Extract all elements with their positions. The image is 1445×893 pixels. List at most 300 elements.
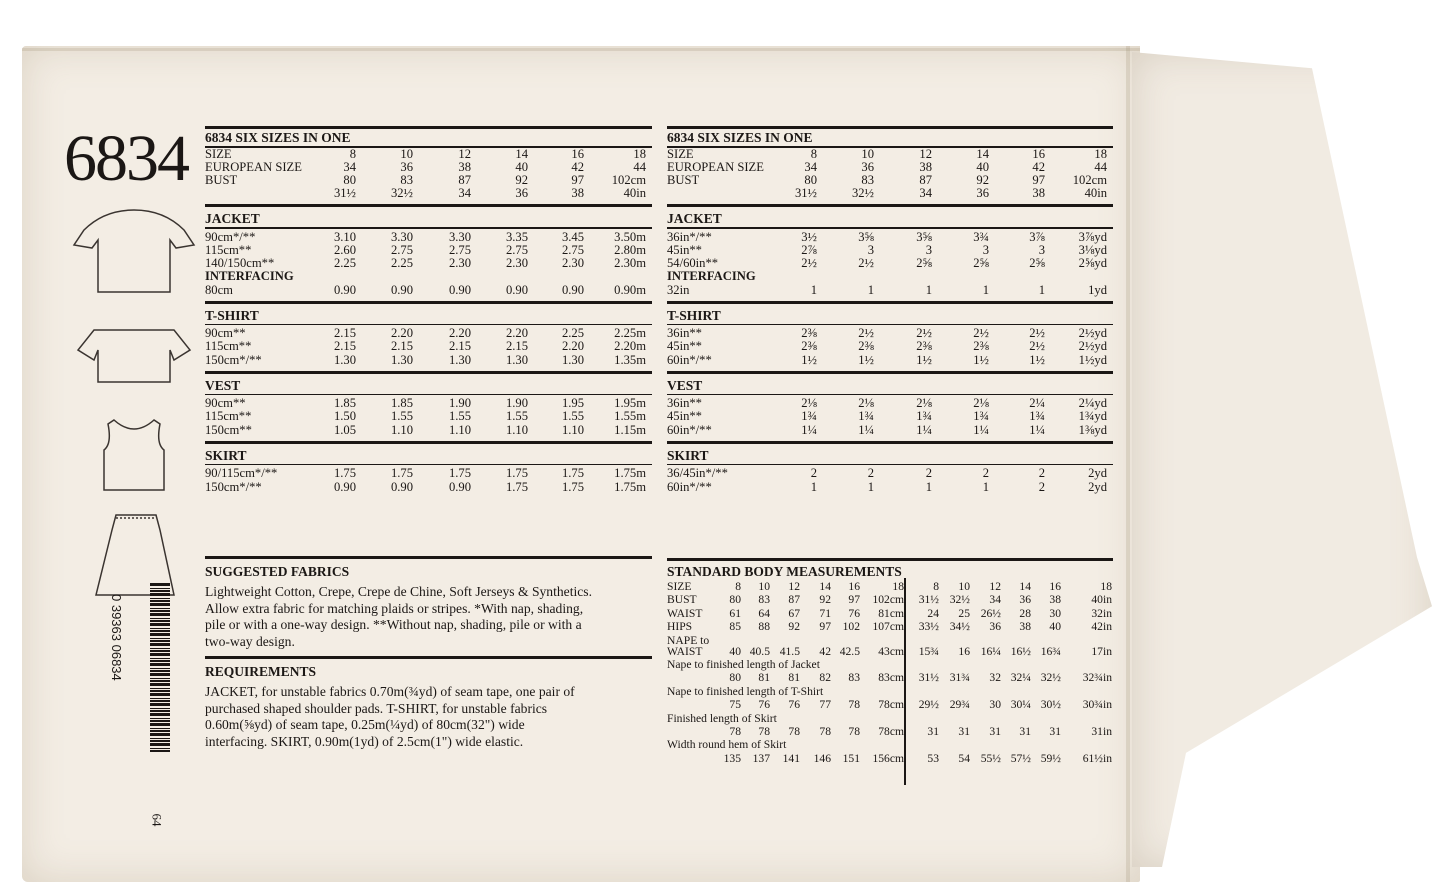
row-value: 2yd (1088, 479, 1107, 494)
bm-cm-value: 78 (848, 698, 860, 712)
row-label: INTERFACING (205, 269, 294, 284)
row-value: 1yd (1088, 282, 1107, 297)
table-row (667, 467, 1113, 480)
requirements-line: JACKET, for unstable fabrics 0.70m(¾yd) of seam tape, one pair of (205, 684, 575, 699)
row-value: 1.75 (333, 466, 356, 481)
section-rule (205, 371, 652, 374)
bm-label: Nape to finished length of T-Shirt (667, 684, 824, 698)
bm-cm-value: 97 (848, 593, 860, 607)
bm-cm-value: 76 (788, 698, 800, 712)
section-rule-thin (205, 324, 652, 326)
imperial-yardage-table (667, 126, 1113, 494)
bm-in-value: 31 (989, 725, 1001, 738)
row-value: 80 (343, 172, 356, 187)
bm-in-value: 31½ (918, 593, 939, 607)
bm-in-value: 61½in (1082, 751, 1112, 765)
row-value: 1.50 (333, 409, 356, 424)
row-value: 102cm (1072, 172, 1107, 187)
row-value: 1¾ (858, 409, 874, 424)
row-value: 2.15 (333, 326, 356, 341)
row-value: 3.10 (333, 229, 356, 244)
row-value: 2½ (801, 256, 817, 271)
row-value: 1.10 (505, 422, 528, 437)
bm-cm-value: 107cm (872, 620, 904, 634)
bm-in-value: 16¼ (980, 644, 1001, 658)
table-row (205, 270, 652, 283)
row-value: 38 (1032, 186, 1045, 201)
row-value: 1 (810, 282, 817, 297)
row-value: 1⅜yd (1078, 422, 1107, 437)
row-value: 14 (515, 146, 528, 161)
row-value: 31½ (794, 186, 817, 201)
bm-in-value: 53 (927, 751, 939, 765)
bm-cm-value: 78cm (878, 698, 904, 712)
row-value: 34 (343, 159, 356, 174)
bm-cm-value: 81 (758, 671, 770, 685)
bm-cm-value: 135 (723, 751, 741, 765)
row-value: 1.95 (561, 396, 584, 411)
row-label: 150cm** (205, 422, 252, 437)
row-value: 1.30 (390, 352, 413, 367)
row-value: 1.55 (448, 409, 471, 424)
row-value: 3.30 (390, 229, 413, 244)
row-label: 54/60in** (667, 256, 719, 271)
row-value: 3.30 (448, 229, 471, 244)
bm-cm-value: 146 (813, 751, 831, 765)
fabrics-section (205, 556, 652, 750)
table-row (205, 410, 652, 423)
row-value: 0.90 (390, 282, 413, 297)
row-value: 2.15 (505, 339, 528, 354)
row-value: 40 (515, 159, 528, 174)
row-value: 38 (458, 159, 471, 174)
bm-cm-value: 88 (758, 620, 770, 634)
table-row (667, 174, 1113, 187)
bm-in-value: 38 (1019, 620, 1031, 634)
row-value: 1¼ (973, 422, 989, 437)
row-value: 0.90 (505, 282, 528, 297)
bm-in-value: 30¼ (1010, 698, 1031, 712)
table-row (205, 467, 652, 480)
row-value: 1.75 (505, 479, 528, 494)
row-value: 0.90 (448, 282, 471, 297)
row-label: 140/150cm** (205, 256, 275, 271)
bm-label: WAIST (667, 644, 703, 658)
section-rule-thin (667, 227, 1113, 229)
fabrics-line: Allow extra fabric for matching plaids or stripes. *With nap, shading, (205, 600, 584, 616)
bm-in-value: 34 (989, 593, 1001, 607)
row-value: 1.75 (448, 466, 471, 481)
row-value: 1¼ (916, 422, 932, 437)
row-label: BUST (667, 172, 700, 187)
bm-in-value: 55½ (980, 751, 1001, 765)
row-value: 1.85 (390, 396, 413, 411)
bm-in-value: 15¾ (918, 644, 939, 658)
bm-cm-value: 78 (848, 725, 860, 738)
row-value: 1½ (858, 352, 874, 367)
row-value: 8 (810, 146, 817, 161)
requirements-line: purchased shaped shoulder pads. T-SHIRT, for unstable fabrics (205, 700, 548, 716)
row-value: 14 (976, 146, 989, 161)
row-value: 83 (861, 172, 874, 187)
bm-in-value: 12 (989, 580, 1001, 593)
bm-in-value: 25 (958, 606, 970, 620)
row-value: 2 (982, 466, 989, 481)
table-row (205, 424, 652, 437)
row-value: 31½ (333, 186, 356, 201)
row-value: 80 (804, 172, 817, 187)
row-value: 16 (571, 146, 584, 161)
row-value: 2½ (1029, 339, 1045, 354)
bm-in-value: 30 (1049, 606, 1061, 620)
row-label: 32in (667, 282, 690, 297)
row-label: INTERFACING (667, 269, 756, 284)
bm-cm-value: 42.5 (839, 644, 860, 658)
garment-line-drawings (64, 200, 204, 620)
bm-cm-value: 102 (842, 620, 860, 634)
row-label: 115cm** (205, 339, 252, 354)
row-value: 10 (400, 146, 413, 161)
row-value: 1½ (916, 352, 932, 367)
row-value: 2 (1038, 466, 1045, 481)
row-label: 90cm** (205, 326, 246, 341)
bm-cm-value: 81 (788, 671, 800, 685)
section-rule-thin (667, 464, 1113, 466)
bm-cm-value: 16 (848, 580, 860, 593)
row-value: 38 (571, 186, 584, 201)
row-value: 3 (925, 242, 932, 257)
row-value: 2.20 (505, 326, 528, 341)
row-value: 34 (919, 186, 932, 201)
bm-in-value: 30¾in (1082, 698, 1112, 712)
row-value: 12 (458, 146, 471, 161)
section-rule-thin (205, 464, 652, 466)
row-value: 2.30 (505, 256, 528, 271)
row-label: 36/45in*/** (667, 466, 728, 481)
row-value: 1 (810, 479, 817, 494)
bm-in-value: 30 (989, 698, 1001, 712)
bm-in-value: 31 (1019, 725, 1031, 738)
row-value: 1.30 (448, 352, 471, 367)
row-value: 3⅞ (1029, 229, 1045, 244)
bm-label: Finished length of Skirt (667, 711, 777, 725)
row-value: 40in (623, 186, 646, 201)
bm-cm-value: 75 (729, 698, 741, 712)
bm-in-value: 14 (1019, 580, 1031, 593)
row-value: 1¾ (973, 409, 989, 424)
row-value: 1 (925, 282, 932, 297)
row-value: 2½yd (1078, 326, 1107, 341)
row-value: 2 (1038, 479, 1045, 494)
bm-in-value: 29¾ (949, 698, 970, 712)
row-value: 0.90 (390, 479, 413, 494)
table-row (667, 354, 1113, 367)
bm-label: Nape to finished length of Jacket (667, 658, 820, 671)
row-value: 2⅛ (801, 396, 817, 411)
top-crease (22, 48, 1140, 51)
bm-label: Width round hem of Skirt (667, 738, 787, 752)
row-value: 2⅜ (858, 339, 874, 354)
bm-cm-value: 78 (729, 725, 741, 738)
bm-cm-value: 85 (729, 620, 741, 634)
row-label: 45in** (667, 409, 702, 424)
row-value: 44 (633, 159, 646, 174)
row-value: 2.80m (614, 242, 646, 257)
row-value: 2.30m (614, 256, 646, 271)
row-value: 1.55 (390, 409, 413, 424)
bm-label: WAIST (667, 606, 703, 620)
row-value: 36 (515, 186, 528, 201)
bm-cm-value: 80 (729, 671, 741, 685)
section-title: VEST (205, 377, 241, 393)
table-row (205, 174, 652, 187)
row-value: 42 (1032, 159, 1045, 174)
row-value: 1.75 (505, 466, 528, 481)
row-value: 2⅜ (801, 326, 817, 341)
bm-cm-value: 92 (819, 593, 831, 607)
row-value: 36 (861, 159, 874, 174)
bm-in-value: 10 (958, 580, 970, 593)
table-row (667, 231, 1113, 244)
section-rule (667, 371, 1113, 374)
table-row (205, 481, 652, 494)
bm-in-value: 18 (1100, 580, 1112, 593)
bm-in-value: 32½ (949, 593, 970, 607)
bm-in-value: 8 (933, 580, 939, 593)
row-value: 16 (1032, 146, 1045, 161)
table-row (205, 340, 652, 353)
row-value: 42 (571, 159, 584, 174)
row-value: 3 (982, 242, 989, 257)
bm-cm-value: 141 (782, 751, 800, 765)
bm-cm-value: 40 (729, 644, 741, 658)
row-value: 1.75 (390, 466, 413, 481)
bm-cm-value: 82 (819, 671, 831, 685)
corner-code: 64 (149, 813, 165, 827)
bm-cm-value: 92 (788, 620, 800, 634)
bm-cm-value: 40.5 (749, 644, 770, 658)
row-value: 2.20 (448, 326, 471, 341)
row-value: 2½ (858, 326, 874, 341)
bm-cm-value: 42 (819, 644, 831, 658)
row-value: 2.75 (448, 242, 471, 257)
row-value: 1 (1038, 282, 1045, 297)
table-row (205, 187, 652, 200)
bm-cm-value: 8 (735, 580, 741, 593)
row-label: EUROPEAN SIZE (667, 159, 764, 174)
bm-cm-value: 12 (788, 580, 800, 593)
row-value: 1.30 (561, 352, 584, 367)
table-row (667, 481, 1113, 494)
row-value: 1.05 (333, 422, 356, 437)
row-value: 1¾ (801, 409, 817, 424)
bm-cm-value: 67 (788, 606, 800, 620)
row-label: 115cm** (205, 242, 252, 257)
row-value: 2½ (973, 326, 989, 341)
bm-in-value: 31 (1049, 725, 1061, 738)
row-value: 18 (1094, 146, 1107, 161)
row-value: 32½ (851, 186, 874, 201)
row-value: 3½ (801, 229, 817, 244)
section-rule-thin (205, 227, 652, 229)
row-value: 2yd (1088, 466, 1107, 481)
section-rule (205, 204, 652, 207)
bm-cm-value: 78cm (878, 725, 904, 738)
bm-in-value: 54 (958, 751, 970, 765)
row-value: 1¼ (801, 422, 817, 437)
row-label: 60in*/** (667, 352, 712, 367)
row-value: 3¾ (973, 229, 989, 244)
table-row (205, 231, 652, 244)
bm-cm-value: 97 (819, 620, 831, 634)
section-rule (205, 441, 652, 444)
row-value: 2.60 (333, 242, 356, 257)
row-value: 1.75 (561, 466, 584, 481)
row-label: 45in** (667, 339, 702, 354)
bm-cm-value: 61 (729, 606, 741, 620)
row-value: 40in (1084, 186, 1107, 201)
fabrics-line: two-way design. (205, 633, 295, 649)
row-value: 1.10 (561, 422, 584, 437)
bm-cm-value: 77 (819, 698, 831, 712)
row-label: 36in** (667, 326, 702, 341)
row-value: 92 (515, 172, 528, 187)
bm-in-value: 32in (1091, 606, 1112, 620)
bm-cm-value: 83 (848, 671, 860, 685)
row-value: 2.25m (614, 326, 646, 341)
pattern-number: 6834 (64, 122, 188, 195)
row-value: 2 (925, 466, 932, 481)
bm-cm-value: 83cm (878, 671, 904, 685)
bm-cm-value: 151 (842, 751, 860, 765)
row-label: 150cm*/** (205, 352, 262, 367)
row-value: 2⅜ (916, 339, 932, 354)
bm-cm-value: 71 (819, 606, 831, 620)
section-rule (667, 301, 1113, 304)
table-row (205, 284, 652, 297)
table-row (667, 340, 1113, 353)
row-value: 2⅝ (973, 256, 989, 271)
row-value: 2⅛ (858, 396, 874, 411)
row-value: 3 (1038, 242, 1045, 257)
row-value: 1.85 (333, 396, 356, 411)
bm-label: NAPE to (667, 633, 710, 647)
bm-cm-value: 78 (819, 725, 831, 738)
row-value: 8 (349, 146, 356, 161)
row-value: 2¼ (1029, 396, 1045, 411)
row-value: 2.20 (561, 339, 584, 354)
row-label: SIZE (205, 146, 232, 161)
bm-in-value: 24 (927, 606, 939, 620)
bm-in-value: 32½ (1040, 671, 1061, 685)
row-value: 2⅞ (801, 242, 817, 257)
row-value: 1½ (973, 352, 989, 367)
row-value: 1.55m (614, 409, 646, 424)
row-value: 2.75 (390, 242, 413, 257)
row-value: 12 (919, 146, 932, 161)
bm-in-value: 31 (958, 725, 970, 738)
bm-in-value: 36 (1019, 593, 1031, 607)
row-label: 90/115cm*/** (205, 466, 278, 481)
bm-label: SIZE (667, 580, 692, 593)
row-value: 34 (458, 186, 471, 201)
row-value: 2⅝ (1029, 256, 1045, 271)
row-value: 2⅝ (916, 256, 932, 271)
row-value: 3.45 (561, 229, 584, 244)
requirements-line: interfacing. SKIRT, 0.90m(1yd) of 2.5cm(1") wide elastic. (205, 733, 524, 749)
row-value: 1.30 (505, 352, 528, 367)
table-row (667, 148, 1113, 161)
row-value: 1¾ (916, 409, 932, 424)
section-rule (667, 204, 1113, 207)
row-value: 36 (976, 186, 989, 201)
row-value: 34 (804, 159, 817, 174)
row-value: 2½ (1029, 326, 1045, 341)
row-value: 3⅝ (858, 229, 874, 244)
table-row (667, 187, 1113, 200)
fabrics-title: SUGGESTED FABRICS (205, 564, 350, 579)
row-value: 87 (919, 172, 932, 187)
row-value: 1.75m (614, 466, 646, 481)
table-row (205, 397, 652, 410)
bm-in-value: 32¼ (1010, 671, 1031, 685)
row-label: 90cm** (205, 396, 246, 411)
bm-cm-value: 10 (758, 580, 770, 593)
row-value: 0.90 (333, 282, 356, 297)
row-value: 2.20m (614, 339, 646, 354)
row-value: 2.75 (505, 242, 528, 257)
body-measurements (667, 558, 1113, 765)
row-value: 3.50m (614, 229, 646, 244)
section-title: SKIRT (667, 447, 709, 463)
bm-cm-value: 81cm (878, 606, 904, 620)
row-value: 3⅝ (916, 229, 932, 244)
bm-in-value: 34½ (949, 620, 970, 634)
row-label: 36in** (667, 396, 702, 411)
row-value: 2.15 (333, 339, 356, 354)
bm-in-value: 16½ (1010, 644, 1031, 658)
row-value: 0.90m (614, 282, 646, 297)
section-rule-thin (667, 324, 1113, 326)
row-value: 2.75 (561, 242, 584, 257)
bm-label: HIPS (667, 620, 693, 634)
row-value: 3.35 (505, 229, 528, 244)
barcode-number: 0 39363 06834 (109, 594, 124, 681)
row-value: 2 (867, 466, 874, 481)
vest-sketch (104, 420, 164, 490)
row-value: 38 (919, 159, 932, 174)
row-value: 1.75m (614, 479, 646, 494)
table-row (667, 161, 1113, 174)
bm-in-value: 31½ (918, 671, 939, 685)
row-value: 36 (400, 159, 413, 174)
bm-cm-value: 76 (758, 698, 770, 712)
side-crease (1126, 46, 1130, 882)
row-value: 32½ (390, 186, 413, 201)
table-row (667, 410, 1113, 423)
row-value: 2½ (916, 326, 932, 341)
row-value: 0.90 (333, 479, 356, 494)
fabrics-line: Lightweight Cotton, Crepe, Crepe de Chine, Soft Jerseys & Synthetics. (205, 584, 592, 599)
row-value: 1.90 (448, 396, 471, 411)
row-value: 1.55 (505, 409, 528, 424)
row-value: 1 (982, 282, 989, 297)
row-value: 1.90 (505, 396, 528, 411)
row-value: 2⅜ (801, 339, 817, 354)
tshirt-sketch (78, 330, 190, 382)
row-value: 87 (458, 172, 471, 187)
row-label: BUST (205, 172, 238, 187)
